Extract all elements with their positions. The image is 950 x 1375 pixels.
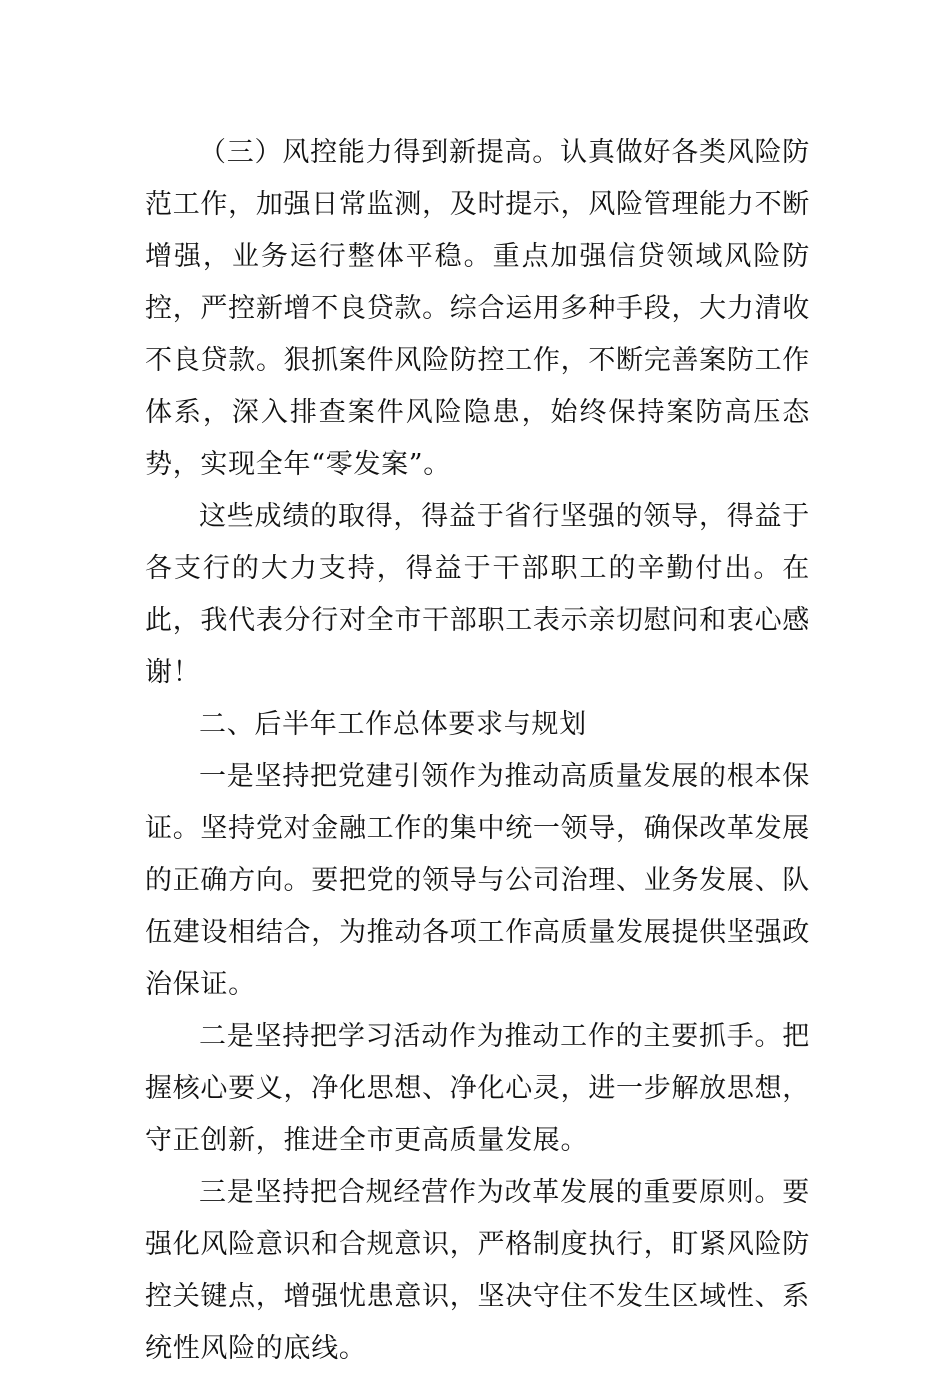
section-heading-second-half-plan: 二、后半年工作总体要求与规划 <box>199 709 587 740</box>
paragraph-acknowledgement: 这些成绩的取得，得益于省行坚强的领导，得益于各支行的大力支持，得益于干部职工的辛勤付出。在此，我代表分行对全市干部职工表示亲切慰问和衷心感谢！ <box>145 501 810 688</box>
paragraph-point-two: 二是坚持把学习活动作为推动工作的主要抓手。把握核心要义，净化思想、净化心灵，进一步解放思想，守正创新，推进全市更高质量发展。 <box>145 1021 810 1156</box>
document-body <box>145 127 810 1375</box>
paragraph-point-three: 三是坚持把合规经营作为改革发展的重要原则。要强化风险意识和合规意识，严格制度执行，盯紧风险防控关键点，增强忧患意识，坚决守住不发生区域性、系统性风险的底线。 <box>145 1177 810 1364</box>
paragraph-point-one: 一是坚持把党建引领作为推动高质量发展的根本保证。坚持党对金融工作的集中统一领导，确保改革发展的正确方向。要把党的领导与公司治理、业务发展、队伍建设相结合，为推动各项工作高质量发展提供坚强政治保证。 <box>145 761 810 1000</box>
paragraph-risk-control: （三）风控能力得到新提高。认真做好各类风险防范工作，加强日常监测，及时提示，风险管理能力不断增强，业务运行整体平稳。重点加强信贷领域风险防控，严控新增不良贷款。综合运用多种手段，大力清收不良贷款。狠抓案件风险防控工作，不断完善案防工作体系，深入排查案件风险隐患，始终保持案防高压态势，实现全年“零发案”。 <box>145 137 810 480</box>
